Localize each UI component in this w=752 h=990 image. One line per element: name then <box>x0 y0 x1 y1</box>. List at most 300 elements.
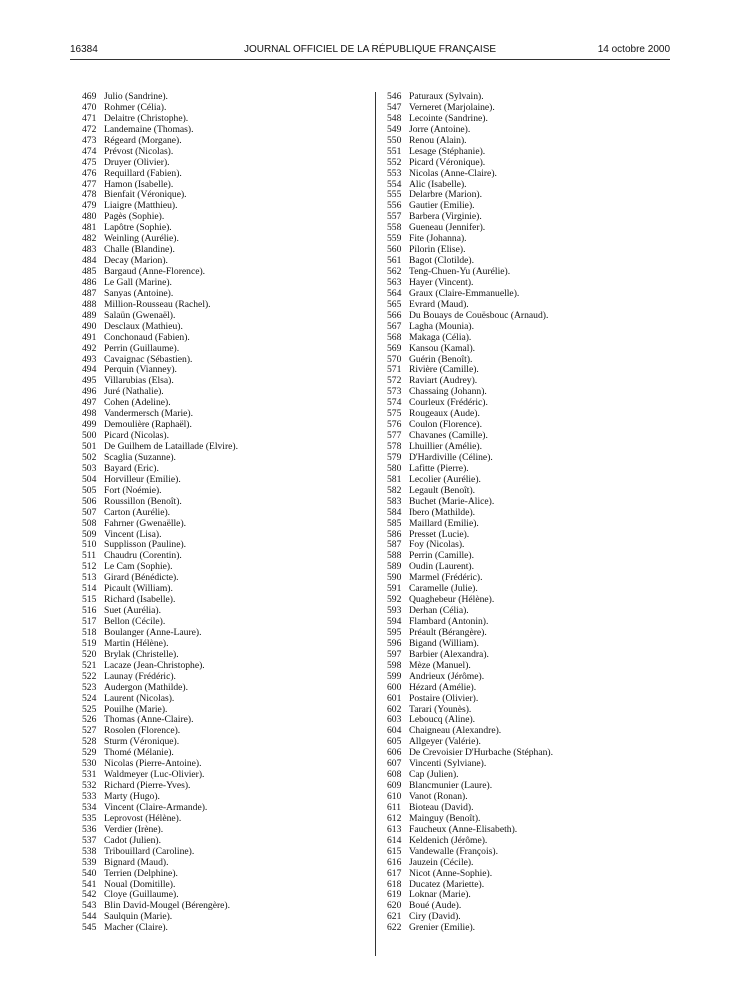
entry-number: 524 <box>82 692 97 704</box>
entry-number: 508 <box>82 517 97 529</box>
entry-number: 622 <box>387 922 402 934</box>
entry-name: Launay (Frédéric). <box>104 670 176 682</box>
entry-number: 605 <box>387 736 402 748</box>
entry-name: Ducatez (Mariette). <box>409 878 485 890</box>
entry-number: 525 <box>82 703 97 715</box>
entry-number: 562 <box>387 266 402 277</box>
entry-number: 583 <box>387 495 402 507</box>
entry-number: 550 <box>387 134 402 146</box>
entry-name: Vandermersch (Marie). <box>104 408 193 420</box>
entry-number: 607 <box>387 758 402 770</box>
entry-name: Du Bouays de Couësbouc (Arnaud). <box>409 309 549 321</box>
entry-name: Loknar (Marie). <box>409 889 471 901</box>
entry-number: 613 <box>387 823 402 835</box>
entry-number: 574 <box>387 397 402 409</box>
entry-name: Boulanger (Anne-Laure). <box>104 626 202 638</box>
entry-number: 486 <box>82 276 97 288</box>
entry-name: Girard (Bénédicte). <box>104 572 179 584</box>
entry-name: Perrin (Guillaume). <box>104 342 180 354</box>
entry-number: 523 <box>82 681 97 693</box>
entry-name: Courleux (Frédéric). <box>409 397 488 409</box>
entry-number: 547 <box>387 101 402 113</box>
entry-name: Graux (Claire-Emmanuelle). <box>409 287 520 299</box>
entry-name: Pouilhe (Marie). <box>104 703 168 715</box>
entry-number: 490 <box>82 320 97 332</box>
entry-number: 500 <box>82 430 97 442</box>
entry-number: 542 <box>82 889 97 901</box>
entry-name: Jorre (Antoine). <box>409 123 471 135</box>
entry-name: Boué (Aude). <box>409 900 462 912</box>
entry-number: 487 <box>82 287 97 299</box>
entry-number: 489 <box>82 309 97 321</box>
entry-name: Hamon (Isabelle). <box>104 178 174 190</box>
entry-name: Villarubias (Elsa). <box>104 375 174 387</box>
entry-number: 481 <box>82 222 97 234</box>
entry-name: Juré (Nathalie). <box>104 386 164 398</box>
entry-number: 600 <box>387 681 402 693</box>
entry-name: Terrien (Delphine). <box>104 867 178 879</box>
entry-name: Marmel (Frédéric). <box>409 572 483 584</box>
entry-name: Lagha (Mounia). <box>409 320 475 332</box>
entry-number: 598 <box>387 659 402 671</box>
entry-name: Tribouillard (Caroline). <box>104 845 195 857</box>
entry-number: 565 <box>387 298 402 310</box>
entry-name: Noual (Domitille). <box>104 878 176 890</box>
entry-name: Salaün (Gwenaël). <box>104 309 176 321</box>
entry-number: 521 <box>82 659 97 671</box>
page-header <box>70 44 670 58</box>
entry-number: 472 <box>82 123 97 135</box>
journal-title: JOURNAL OFFICIEL DE LA RÉPUBLIQUE FRANÇAISE <box>243 44 497 55</box>
entry-number: 469 <box>82 91 97 102</box>
entry-name: Lecointe (Sandrine). <box>409 112 488 124</box>
entry-name: Bioteau (David). <box>409 801 474 813</box>
entry-name: Cadot (Julien). <box>104 834 162 846</box>
entry-name: Fite (Johanna). <box>409 233 467 245</box>
entry-name: Verneret (Marjolaine). <box>409 101 495 113</box>
entry-number: 540 <box>82 867 97 879</box>
entry-name: Hayer (Vincent). <box>409 276 474 288</box>
entry-number: 480 <box>82 211 97 223</box>
entry-number: 527 <box>82 725 97 737</box>
entry-number: 545 <box>82 922 97 934</box>
entry-number: 471 <box>82 112 97 124</box>
entry-name: Maillard (Emilie). <box>409 517 479 529</box>
entry-name: Foy (Nicolas). <box>409 539 465 551</box>
entry-name: Blin David-Mougel (Bérengère). <box>104 900 231 912</box>
entry-number: 556 <box>387 200 402 212</box>
entry-number: 505 <box>82 484 97 496</box>
entry-number: 608 <box>387 769 402 781</box>
entry-name: Teng-Chuen-Yu (Aurélie). <box>409 266 511 277</box>
entry-number: 549 <box>387 123 402 135</box>
entry-name: Lesage (Stéphanie). <box>409 145 486 157</box>
entry-name: Nicot (Anne-Sophie). <box>409 867 493 879</box>
entry-number: 517 <box>82 616 97 627</box>
entry-number: 620 <box>387 900 402 912</box>
entry-name: Renou (Alain). <box>409 134 467 146</box>
entry-name: Picard (Nicolas). <box>104 430 170 442</box>
entry-number: 528 <box>82 736 97 748</box>
entry-number: 597 <box>387 648 402 660</box>
entry-number: 559 <box>387 233 402 245</box>
entry-name: Scaglia (Suzanne). <box>104 451 176 463</box>
entry-number: 485 <box>82 266 97 277</box>
entry-number: 568 <box>387 331 402 343</box>
entry-name: Bayard (Eric). <box>104 462 159 474</box>
entry-name: Martin (Hélène). <box>104 637 169 649</box>
entry-name: Million-Rousseau (Rachel). <box>104 298 211 310</box>
entry-name: Derhan (Célia). <box>409 605 469 617</box>
list-item <box>387 923 687 934</box>
entry-name: Challe (Blandine). <box>104 244 175 256</box>
entry-name: Rosolen (Florence). <box>104 725 181 737</box>
entry-number: 522 <box>82 670 97 682</box>
entry-number: 478 <box>82 189 97 201</box>
entry-name: Bigand (William). <box>409 637 479 649</box>
entry-number: 494 <box>82 364 97 376</box>
entry-number: 609 <box>387 780 402 792</box>
entry-name: Nicolas (Pierre-Antoine). <box>104 758 202 770</box>
entry-number: 558 <box>387 222 402 234</box>
entry-number: 488 <box>82 298 97 310</box>
list-item <box>82 923 372 934</box>
entry-number: 611 <box>387 801 402 813</box>
entry-number: 504 <box>82 473 97 485</box>
entry-number: 534 <box>82 801 97 813</box>
entry-number: 520 <box>82 648 97 660</box>
entry-number: 617 <box>387 867 402 879</box>
entry-name: Gautier (Emilie). <box>409 200 475 212</box>
entry-name: Postaire (Olivier). <box>409 692 479 704</box>
entry-name: Mainguy (Benoît). <box>409 812 481 824</box>
entry-number: 563 <box>387 276 402 288</box>
entry-number: 560 <box>387 244 402 256</box>
entry-number: 596 <box>387 637 402 649</box>
entry-number: 506 <box>82 495 97 507</box>
header-divider <box>70 59 670 60</box>
entry-number: 555 <box>387 189 402 201</box>
entry-number: 567 <box>387 320 402 332</box>
entry-number: 470 <box>82 101 97 113</box>
entry-number: 615 <box>387 845 402 857</box>
entry-name: Allgeyer (Valérie). <box>409 736 481 748</box>
entry-name: Cap (Julien). <box>409 769 459 781</box>
entry-name: Chaudru (Corentin). <box>104 550 182 562</box>
entry-number: 475 <box>82 156 97 168</box>
entry-number: 599 <box>387 670 402 682</box>
entry-number: 578 <box>387 441 402 452</box>
column-divider <box>375 92 376 956</box>
entry-name: Andrieux (Jérôme). <box>409 670 485 682</box>
entry-number: 519 <box>82 637 97 649</box>
entry-name: Buchet (Marie-Alice). <box>409 495 495 507</box>
entry-name: Saulquin (Marie). <box>104 911 173 923</box>
entry-name: Presset (Lucie). <box>409 528 470 540</box>
entry-number: 526 <box>82 714 97 726</box>
entry-name: Cavaignac (Sébastien). <box>104 353 193 365</box>
entry-name: Lafitte (Pierre). <box>409 462 469 474</box>
entry-number: 514 <box>82 583 97 595</box>
entry-name: Vincent (Lisa). <box>104 528 162 540</box>
entry-name: Requillard (Fabien). <box>104 167 182 179</box>
entry-name: Chaigneau (Alexandre). <box>409 725 502 737</box>
entry-number: 502 <box>82 451 97 463</box>
entry-number: 537 <box>82 834 97 846</box>
entry-number: 570 <box>387 353 402 365</box>
entry-number: 529 <box>82 747 97 759</box>
entry-name: Supplisson (Pauline). <box>104 539 187 551</box>
entry-number: 582 <box>387 484 402 496</box>
entry-name: Cohen (Adeline). <box>104 397 171 409</box>
entry-number: 516 <box>82 605 97 617</box>
entry-number: 541 <box>82 878 97 890</box>
entry-name: Julio (Sandrine). <box>104 91 168 102</box>
entry-number: 573 <box>387 386 402 398</box>
entry-number: 603 <box>387 714 402 726</box>
entry-number: 619 <box>387 889 402 901</box>
entry-number: 593 <box>387 605 402 617</box>
entry-number: 532 <box>82 780 97 792</box>
entry-name: Makaga (Célia). <box>409 331 472 343</box>
entry-name: Ibero (Mathilde). <box>409 506 476 518</box>
entry-name: Pilorin (Elise). <box>409 244 466 256</box>
entry-name: Richard (Pierre-Yves). <box>104 780 191 792</box>
entry-name: Caramelle (Julie). <box>409 583 478 595</box>
entry-name: Picault (William). <box>104 583 173 595</box>
entry-name: Lhuillier (Amélie). <box>409 441 482 452</box>
entry-number: 511 <box>82 550 97 562</box>
entry-number: 614 <box>387 834 402 846</box>
entry-name: Grenier (Emilie). <box>409 922 476 934</box>
entry-number: 497 <box>82 397 97 409</box>
entry-number: 612 <box>387 812 402 824</box>
entry-number: 533 <box>82 791 97 802</box>
entry-name: Vincenti (Sylviane). <box>409 758 487 770</box>
entry-name: Verdier (Irène). <box>104 823 164 835</box>
entry-name: Le Cam (Sophie). <box>104 561 173 573</box>
entry-number: 473 <box>82 134 97 146</box>
entry-number: 606 <box>387 747 402 759</box>
entry-name: Chassaing (Johann). <box>409 386 487 398</box>
entry-name: Thomé (Mélanie). <box>104 747 174 759</box>
entry-name: Bignard (Maud). <box>104 856 169 868</box>
entry-number: 569 <box>387 342 402 354</box>
entry-name: Lecolier (Aurélie). <box>409 473 481 485</box>
left-column <box>82 92 372 934</box>
entry-number: 513 <box>82 572 97 584</box>
entry-name: Marty (Hugo). <box>104 791 160 802</box>
entry-number: 594 <box>387 616 402 627</box>
entry-name: Cloye (Guillaume). <box>104 889 179 901</box>
entry-name: Lapôtre (Sophie). <box>104 222 172 234</box>
entry-number: 493 <box>82 353 97 365</box>
entry-name: Vincent (Claire-Armande). <box>104 801 208 813</box>
entry-number: 595 <box>387 626 402 638</box>
entry-name: Roussillon (Benoît). <box>104 495 182 507</box>
entry-name: Rivière (Camille). <box>409 364 479 376</box>
entry-name: Leprovost (Hélène). <box>104 812 182 824</box>
entry-name: Demoulière (Raphaël). <box>104 419 192 431</box>
entry-number: 618 <box>387 878 402 890</box>
entry-number: 544 <box>82 911 97 923</box>
entry-name: Jauzein (Cécile). <box>409 856 474 868</box>
entry-number: 575 <box>387 408 402 420</box>
entry-number: 585 <box>387 517 402 529</box>
entry-number: 499 <box>82 419 97 431</box>
entry-number: 531 <box>82 769 97 781</box>
entry-number: 571 <box>387 364 402 376</box>
entry-number: 561 <box>387 255 402 267</box>
entry-name: Flambard (Antonin). <box>409 616 489 627</box>
entry-number: 566 <box>387 309 402 321</box>
entry-number: 474 <box>82 145 97 157</box>
entry-number: 548 <box>387 112 402 124</box>
entry-number: 482 <box>82 233 97 245</box>
entry-name: Ciry (David). <box>409 911 461 923</box>
entry-name: Pagès (Sophie). <box>104 211 165 223</box>
entry-name: Gueneau (Jennifer). <box>409 222 486 234</box>
entry-name: Laurent (Nicolas). <box>104 692 175 704</box>
entry-name: Régeard (Morgane). <box>104 134 182 146</box>
entry-name: Barbier (Alexandra). <box>409 648 489 660</box>
entry-name: Sanyas (Antoine). <box>104 287 174 299</box>
entry-number: 584 <box>387 506 402 518</box>
publication-date: 14 octobre 2000 <box>597 44 670 55</box>
entry-name: Evrard (Maud). <box>409 298 469 310</box>
entry-name: Bienfait (Véronique). <box>104 189 187 201</box>
entry-number: 492 <box>82 342 97 354</box>
entry-name: Sturm (Véronique). <box>104 736 180 748</box>
entry-name: Decay (Marion). <box>104 255 168 267</box>
entry-name: Bellon (Cécile). <box>104 616 166 627</box>
entry-name: Horvilleur (Emilie). <box>104 473 181 485</box>
entry-number: 515 <box>82 594 97 606</box>
entry-number: 498 <box>82 408 97 420</box>
entry-name: Guérin (Benoît). <box>409 353 473 365</box>
entry-number: 530 <box>82 758 97 770</box>
entry-number: 601 <box>387 692 402 704</box>
entry-name: Desclaux (Mathieu). <box>104 320 183 332</box>
entry-number: 581 <box>387 473 402 485</box>
entry-name: Macher (Claire). <box>104 922 168 934</box>
entry-name: Kansou (Kamal). <box>409 342 476 354</box>
entry-number: 503 <box>82 462 97 474</box>
entry-number: 577 <box>387 430 402 442</box>
entry-number: 588 <box>387 550 402 562</box>
entry-name: Richard (Isabelle). <box>104 594 176 606</box>
entry-name: Paturaux (Sylvain). <box>409 91 484 102</box>
entry-name: Carton (Aurélie). <box>104 506 171 518</box>
entry-number: 512 <box>82 561 97 573</box>
entry-name: Rohmer (Célia). <box>104 101 167 113</box>
entry-name: Fahrner (Gwenaëlle). <box>104 517 187 529</box>
entry-number: 551 <box>387 145 402 157</box>
entry-name: Nicolas (Anne-Claire). <box>409 167 497 179</box>
entry-name: Le Gall (Marine). <box>104 276 172 288</box>
entry-name: Weinling (Aurélie). <box>104 233 179 245</box>
entry-name: Blancmunier (Laure). <box>409 780 493 792</box>
entry-number: 586 <box>387 528 402 540</box>
entry-name: Perrin (Camille). <box>409 550 475 562</box>
entry-name: De Guilhem de Lataillade (Elvire). <box>104 441 238 452</box>
entry-name: Faucheux (Anne-Elisabeth). <box>409 823 518 835</box>
entry-name: Conchonaud (Fabien). <box>104 331 190 343</box>
entry-name: Keldenich (Jérôme). <box>409 834 488 846</box>
entry-number: 543 <box>82 900 97 912</box>
entry-number: 610 <box>387 791 402 802</box>
entry-name: Prévost (Nicolas). <box>104 145 174 157</box>
entry-name: Suet (Aurélia). <box>104 605 162 617</box>
entry-number: 491 <box>82 331 97 343</box>
entry-name: Landemaine (Thomas). <box>104 123 194 135</box>
entry-number: 484 <box>82 255 97 267</box>
entry-name: Barbera (Virginie). <box>409 211 482 223</box>
entry-number: 591 <box>387 583 402 595</box>
entry-number: 564 <box>387 287 402 299</box>
entry-number: 536 <box>82 823 97 835</box>
entry-number: 501 <box>82 441 97 452</box>
entry-name: D'Hardiville (Céline). <box>409 451 493 463</box>
entry-number: 553 <box>387 167 402 179</box>
entry-name: Bargaud (Anne-Florence). <box>104 266 206 277</box>
entry-number: 554 <box>387 178 402 190</box>
entry-number: 602 <box>387 703 402 715</box>
entry-number: 507 <box>82 506 97 518</box>
entry-number: 518 <box>82 626 97 638</box>
entry-name: Legault (Benoît). <box>409 484 476 496</box>
entry-number: 552 <box>387 156 402 168</box>
page-number: 16384 <box>70 44 98 55</box>
entry-number: 546 <box>387 91 402 102</box>
entry-name: Vanot (Ronan). <box>409 791 468 802</box>
entry-number: 587 <box>387 539 402 551</box>
entry-name: Alic (Isabelle). <box>409 178 467 190</box>
entry-number: 590 <box>387 572 402 584</box>
entry-name: Rougeaux (Aude). <box>409 408 480 420</box>
entry-name: Perquin (Vianney). <box>104 364 177 376</box>
entry-number: 535 <box>82 812 97 824</box>
entry-number: 621 <box>387 911 402 923</box>
entry-number: 495 <box>82 375 97 387</box>
entry-name: Thomas (Anne-Claire). <box>104 714 194 726</box>
entry-number: 510 <box>82 539 97 551</box>
entry-name: Leboucq (Aline). <box>409 714 476 726</box>
entry-name: Raviart (Audrey). <box>409 375 478 387</box>
entry-number: 579 <box>387 451 402 463</box>
entry-number: 576 <box>387 419 402 431</box>
entry-name: Lacaze (Jean-Christophe). <box>104 659 205 671</box>
entry-number: 557 <box>387 211 402 223</box>
entry-name: Tarari (Younès). <box>409 703 472 715</box>
entry-name: Quaghebeur (Hélène). <box>409 594 495 606</box>
entry-number: 539 <box>82 856 97 868</box>
entry-name: Waldmeyer (Luc-Olivier). <box>104 769 205 781</box>
entry-name: Oudin (Laurent). <box>409 561 475 573</box>
entry-name: Vandewalle (François). <box>409 845 498 857</box>
entry-number: 476 <box>82 167 97 179</box>
entry-name: De Crevoisier D'Hurbache (Stéphan). <box>409 747 553 759</box>
entry-number: 572 <box>387 375 402 387</box>
right-column <box>387 92 687 934</box>
entry-name: Delaitre (Christophe). <box>104 112 189 124</box>
entry-number: 483 <box>82 244 97 256</box>
entry-name: Coulon (Florence). <box>409 419 483 431</box>
entry-number: 509 <box>82 528 97 540</box>
entry-name: Druyer (Olivier). <box>104 156 170 168</box>
entry-name: Liaigre (Matthieu). <box>104 200 178 212</box>
entry-number: 604 <box>387 725 402 737</box>
